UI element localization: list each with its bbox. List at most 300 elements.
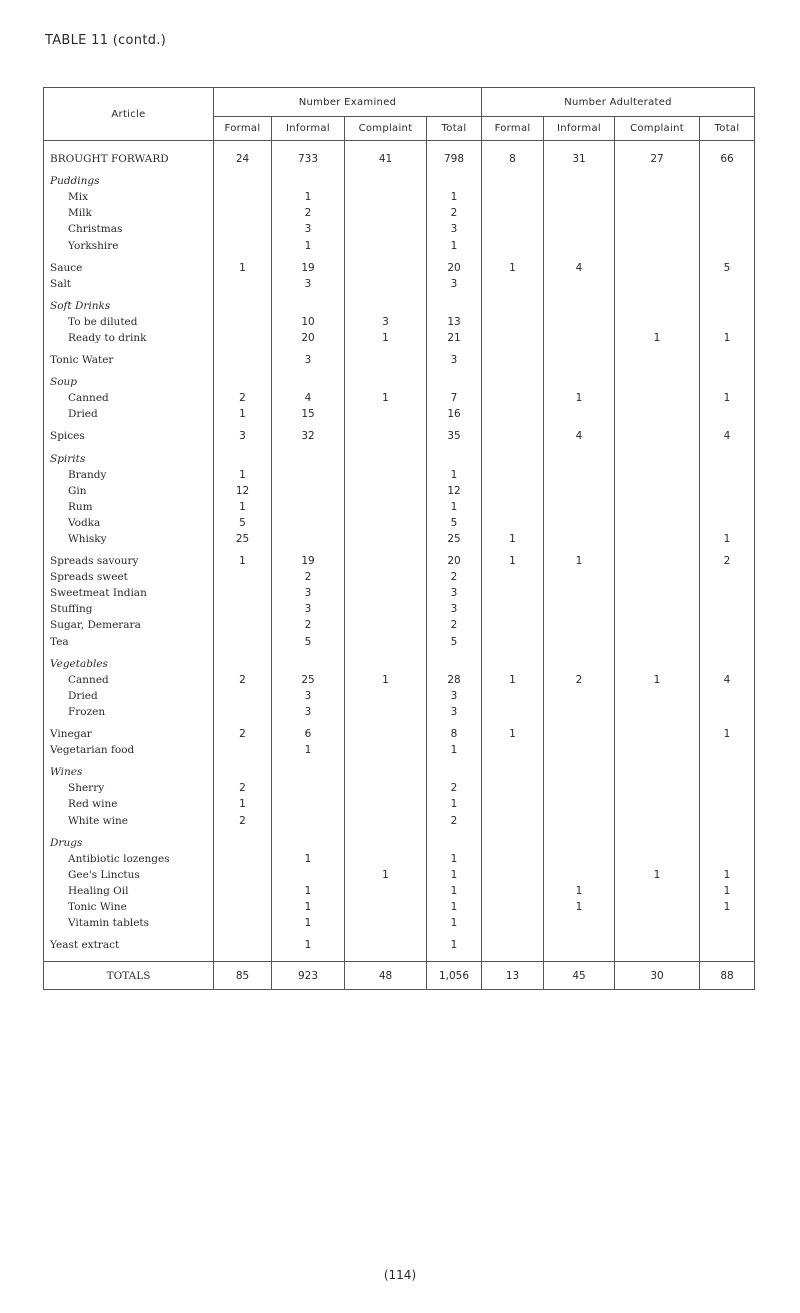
table-header [44, 88, 755, 141]
article-label: White wine [44, 812, 214, 828]
table-cell [482, 422, 544, 444]
table-cell [345, 796, 427, 812]
table-cell [700, 237, 755, 253]
table-cell [427, 758, 482, 780]
table-cell [544, 189, 615, 205]
table-cell [482, 812, 544, 828]
table-cell: 2 [427, 812, 482, 828]
table-cell [345, 758, 427, 780]
table-cell: 3 [272, 221, 345, 237]
article-label: Vinegar [44, 720, 214, 742]
table-cell [214, 346, 272, 368]
article-label: Brandy [44, 467, 214, 483]
table-row [44, 390, 755, 406]
table-cell: 798 [427, 141, 482, 168]
table-cell: 12 [427, 483, 482, 499]
table-cell [615, 758, 700, 780]
article-label: Gin [44, 483, 214, 499]
table-cell [345, 812, 427, 828]
table-cell: 1 [427, 796, 482, 812]
table-cell: 35 [427, 422, 482, 444]
table-cell [214, 445, 272, 467]
table-cell [615, 688, 700, 704]
table-cell [700, 445, 755, 467]
table-cell [345, 406, 427, 422]
table-cell [272, 812, 345, 828]
table-cell [544, 483, 615, 499]
table-cell: 8 [427, 720, 482, 742]
table-cell: 66 [700, 141, 755, 168]
table-cell [482, 314, 544, 330]
table-cell: 4 [544, 422, 615, 444]
article-label: Healing Oil [44, 883, 214, 899]
table-cell: 1 [427, 867, 482, 883]
table-cell [272, 292, 345, 314]
table-cell [544, 780, 615, 796]
table-row [44, 585, 755, 601]
table-cell [615, 780, 700, 796]
table-cell [345, 205, 427, 221]
table-cell [272, 167, 345, 189]
table-cell [214, 742, 272, 758]
article-label: Red wine [44, 796, 214, 812]
column-header: Formal [214, 117, 272, 141]
table-cell [214, 314, 272, 330]
table-cell [345, 547, 427, 569]
table-cell [482, 899, 544, 915]
table-cell [544, 221, 615, 237]
table-cell [544, 851, 615, 867]
table-cell [272, 829, 345, 851]
totals-cell: 88 [700, 962, 755, 990]
table-cell [214, 167, 272, 189]
table-row [44, 720, 755, 742]
table-cell [615, 720, 700, 742]
table-cell [544, 276, 615, 292]
table-row [44, 237, 755, 253]
table-row [44, 915, 755, 931]
table-cell [544, 499, 615, 515]
table-row [44, 445, 755, 467]
table-cell: 8 [482, 141, 544, 168]
table-cell [214, 688, 272, 704]
table-cell [214, 601, 272, 617]
article-label: Whisky [44, 531, 214, 547]
table-cell: 2 [427, 205, 482, 221]
table-cell [345, 851, 427, 867]
table-row [44, 276, 755, 292]
table-cell [615, 601, 700, 617]
article-header: Article [44, 88, 214, 141]
table-cell [272, 758, 345, 780]
table-cell [427, 292, 482, 314]
table-cell [214, 276, 272, 292]
table-row [44, 292, 755, 314]
category-label: Puddings [44, 167, 214, 189]
adulterated-group-header: Number Adulterated [482, 88, 755, 117]
table-cell: 1 [700, 720, 755, 742]
table-cell [700, 221, 755, 237]
table-cell [615, 499, 700, 515]
table-cell [615, 829, 700, 851]
table-cell: 5 [427, 634, 482, 650]
table-cell [272, 499, 345, 515]
table-cell: 19 [272, 547, 345, 569]
table-cell: 1 [272, 742, 345, 758]
table-cell: 1 [427, 883, 482, 899]
table-cell [482, 851, 544, 867]
table-cell [615, 205, 700, 221]
table-cell [700, 650, 755, 672]
table-cell [615, 742, 700, 758]
table-row [44, 569, 755, 585]
table-cell [615, 650, 700, 672]
table-cell [482, 189, 544, 205]
table-row [44, 221, 755, 237]
table-cell: 1 [345, 330, 427, 346]
table-cell: 1 [427, 189, 482, 205]
article-label: BROUGHT FORWARD [44, 141, 214, 168]
table-cell [482, 499, 544, 515]
table-cell: 2 [700, 547, 755, 569]
table-cell [482, 390, 544, 406]
table-cell: 3 [272, 688, 345, 704]
table-cell [345, 915, 427, 931]
table-cell [615, 812, 700, 828]
table-row [44, 780, 755, 796]
table-cell [272, 796, 345, 812]
table-cell: 2 [272, 617, 345, 633]
table-cell [482, 931, 544, 962]
table-cell [544, 515, 615, 531]
table-cell [544, 569, 615, 585]
table-cell [214, 851, 272, 867]
table-row [44, 422, 755, 444]
table-row [44, 931, 755, 962]
table-cell: 4 [700, 422, 755, 444]
table-cell: 6 [272, 720, 345, 742]
table-cell [615, 167, 700, 189]
table-cell [700, 585, 755, 601]
table-row [44, 688, 755, 704]
table-cell: 1 [272, 883, 345, 899]
table-cell: 3 [427, 585, 482, 601]
table-cell [700, 292, 755, 314]
table-cell [615, 390, 700, 406]
table-cell: 3 [427, 346, 482, 368]
table-cell: 1 [427, 499, 482, 515]
table-row [44, 189, 755, 205]
category-label: Vegetables [44, 650, 214, 672]
table-cell: 1 [615, 867, 700, 883]
table-cell [700, 601, 755, 617]
table-cell [544, 205, 615, 221]
table-cell: 25 [272, 672, 345, 688]
table-cell [214, 899, 272, 915]
table-cell: 1 [427, 851, 482, 867]
table-cell [482, 867, 544, 883]
table-cell: 1 [544, 390, 615, 406]
table-cell: 10 [272, 314, 345, 330]
table-cell [345, 368, 427, 390]
table-cell [615, 547, 700, 569]
table-cell: 1 [214, 499, 272, 515]
table-cell [482, 167, 544, 189]
table-body [44, 141, 755, 962]
table-cell [615, 467, 700, 483]
table-cell [700, 915, 755, 931]
table-cell: 1 [544, 883, 615, 899]
table-cell [345, 467, 427, 483]
table-row [44, 601, 755, 617]
table-cell: 1 [615, 330, 700, 346]
table-cell [615, 422, 700, 444]
table-cell: 1 [482, 547, 544, 569]
article-label: To be diluted [44, 314, 214, 330]
table-cell [615, 189, 700, 205]
table-cell [482, 515, 544, 531]
table-cell [615, 346, 700, 368]
table-cell [544, 237, 615, 253]
article-label: Vodka [44, 515, 214, 531]
table-cell: 2 [427, 569, 482, 585]
category-label: Soup [44, 368, 214, 390]
totals-label: TOTALS [44, 962, 214, 990]
table-cell [615, 851, 700, 867]
table-cell: 1 [272, 931, 345, 962]
table-cell [214, 330, 272, 346]
table-row [44, 467, 755, 483]
table-cell [700, 851, 755, 867]
article-label: Frozen [44, 704, 214, 720]
table-row [44, 531, 755, 547]
table-cell: 1 [345, 390, 427, 406]
table-cell [482, 796, 544, 812]
table-cell [615, 531, 700, 547]
table-cell [615, 406, 700, 422]
table-cell [482, 330, 544, 346]
table-cell [544, 758, 615, 780]
table-cell: 3 [214, 422, 272, 444]
article-label: Tea [44, 634, 214, 650]
table-cell [544, 167, 615, 189]
table-row [44, 330, 755, 346]
table-cell [544, 650, 615, 672]
table-cell [345, 634, 427, 650]
table-cell: 2 [427, 780, 482, 796]
table-cell [345, 499, 427, 515]
table-cell [615, 237, 700, 253]
table-cell [544, 585, 615, 601]
table-cell [544, 796, 615, 812]
table-cell: 28 [427, 672, 482, 688]
column-header: Informal [544, 117, 615, 141]
table-cell [345, 531, 427, 547]
table-cell [544, 314, 615, 330]
column-header: Total [427, 117, 482, 141]
article-label: Canned [44, 390, 214, 406]
table-cell: 31 [544, 141, 615, 168]
table-cell: 19 [272, 254, 345, 276]
table-row [44, 672, 755, 688]
table-cell: 1 [427, 899, 482, 915]
article-label: Tonic Water [44, 346, 214, 368]
article-label: Christmas [44, 221, 214, 237]
table-cell: 2 [272, 569, 345, 585]
table-cell [214, 189, 272, 205]
table-cell: 3 [272, 601, 345, 617]
table-row [44, 634, 755, 650]
table-cell: 20 [272, 330, 345, 346]
category-label: Spirits [44, 445, 214, 467]
article-label: Dried [44, 406, 214, 422]
table-cell [427, 829, 482, 851]
table-cell [615, 445, 700, 467]
table-cell: 15 [272, 406, 345, 422]
table-cell: 3 [272, 704, 345, 720]
table-cell [272, 483, 345, 499]
table-cell: 1 [544, 899, 615, 915]
table-cell: 1 [544, 547, 615, 569]
table-cell [272, 867, 345, 883]
table-row [44, 346, 755, 368]
table-cell: 3 [272, 276, 345, 292]
table-cell [482, 829, 544, 851]
table-cell [544, 292, 615, 314]
table-cell: 3 [427, 276, 482, 292]
table-cell [345, 931, 427, 962]
table-cell [345, 483, 427, 499]
totals-cell: 13 [482, 962, 544, 990]
table-cell: 2 [214, 672, 272, 688]
article-label: Spreads sweet [44, 569, 214, 585]
table-cell: 3 [427, 688, 482, 704]
totals-cell: 85 [214, 962, 272, 990]
table-cell: 5 [272, 634, 345, 650]
article-label: Sauce [44, 254, 214, 276]
table-cell [214, 221, 272, 237]
table-cell [544, 634, 615, 650]
table-row [44, 141, 755, 168]
table-cell [615, 221, 700, 237]
table-cell: 1 [427, 931, 482, 962]
table-cell [214, 292, 272, 314]
table-cell [700, 189, 755, 205]
table-cell: 3 [272, 346, 345, 368]
article-label: Antibiotic lozenges [44, 851, 214, 867]
table-cell [272, 467, 345, 483]
table-cell [345, 704, 427, 720]
table-cell [482, 704, 544, 720]
table-row [44, 515, 755, 531]
article-label: Vegetarian food [44, 742, 214, 758]
table-cell [482, 617, 544, 633]
table-row [44, 899, 755, 915]
table-cell [345, 688, 427, 704]
table-cell [482, 483, 544, 499]
table-cell [482, 445, 544, 467]
table-cell: 1 [214, 406, 272, 422]
table-cell: 4 [272, 390, 345, 406]
totals-cell: 48 [345, 962, 427, 990]
table-cell [615, 276, 700, 292]
table-cell [615, 899, 700, 915]
table-row [44, 499, 755, 515]
table-cell [544, 720, 615, 742]
table-cell [544, 601, 615, 617]
table-cell [345, 780, 427, 796]
table-cell: 27 [615, 141, 700, 168]
column-header: Complaint [345, 117, 427, 141]
table-cell: 1 [700, 883, 755, 899]
table-cell: 1 [482, 531, 544, 547]
table-cell [700, 346, 755, 368]
category-label: Drugs [44, 829, 214, 851]
table-cell [544, 406, 615, 422]
table-footer [44, 962, 755, 990]
article-label: Rum [44, 499, 214, 515]
table-cell [272, 650, 345, 672]
table-cell [214, 704, 272, 720]
category-label: Wines [44, 758, 214, 780]
table-cell [700, 205, 755, 221]
article-label: Salt [44, 276, 214, 292]
table-cell: 733 [272, 141, 345, 168]
table-cell [214, 867, 272, 883]
totals-row [44, 962, 755, 990]
table-cell [615, 585, 700, 601]
table-cell [700, 704, 755, 720]
table-cell [544, 829, 615, 851]
table-cell [272, 445, 345, 467]
table-row [44, 254, 755, 276]
table-cell: 1 [427, 467, 482, 483]
table-cell [345, 650, 427, 672]
table-cell [482, 915, 544, 931]
article-label: Milk [44, 205, 214, 221]
column-header: Informal [272, 117, 345, 141]
table-cell: 5 [214, 515, 272, 531]
table-cell [544, 346, 615, 368]
table-cell: 1 [700, 899, 755, 915]
article-label: Mix [44, 189, 214, 205]
table-cell: 1 [700, 330, 755, 346]
table-cell: 7 [427, 390, 482, 406]
article-label: Sherry [44, 780, 214, 796]
table-row [44, 851, 755, 867]
table-cell [482, 237, 544, 253]
article-label: Ready to drink [44, 330, 214, 346]
table-cell: 3 [272, 585, 345, 601]
table-cell: 1 [700, 390, 755, 406]
table-row [44, 650, 755, 672]
table-cell [482, 780, 544, 796]
article-label: Yeast extract [44, 931, 214, 962]
table-cell: 24 [214, 141, 272, 168]
table-cell [482, 758, 544, 780]
table-cell: 1 [214, 796, 272, 812]
totals-cell: 45 [544, 962, 615, 990]
table-cell [482, 650, 544, 672]
table-cell [345, 720, 427, 742]
table-cell: 5 [427, 515, 482, 531]
table-cell [700, 812, 755, 828]
table-cell: 1 [272, 899, 345, 915]
table-cell [214, 650, 272, 672]
table-cell [482, 346, 544, 368]
table-row [44, 314, 755, 330]
table-cell: 1 [272, 915, 345, 931]
